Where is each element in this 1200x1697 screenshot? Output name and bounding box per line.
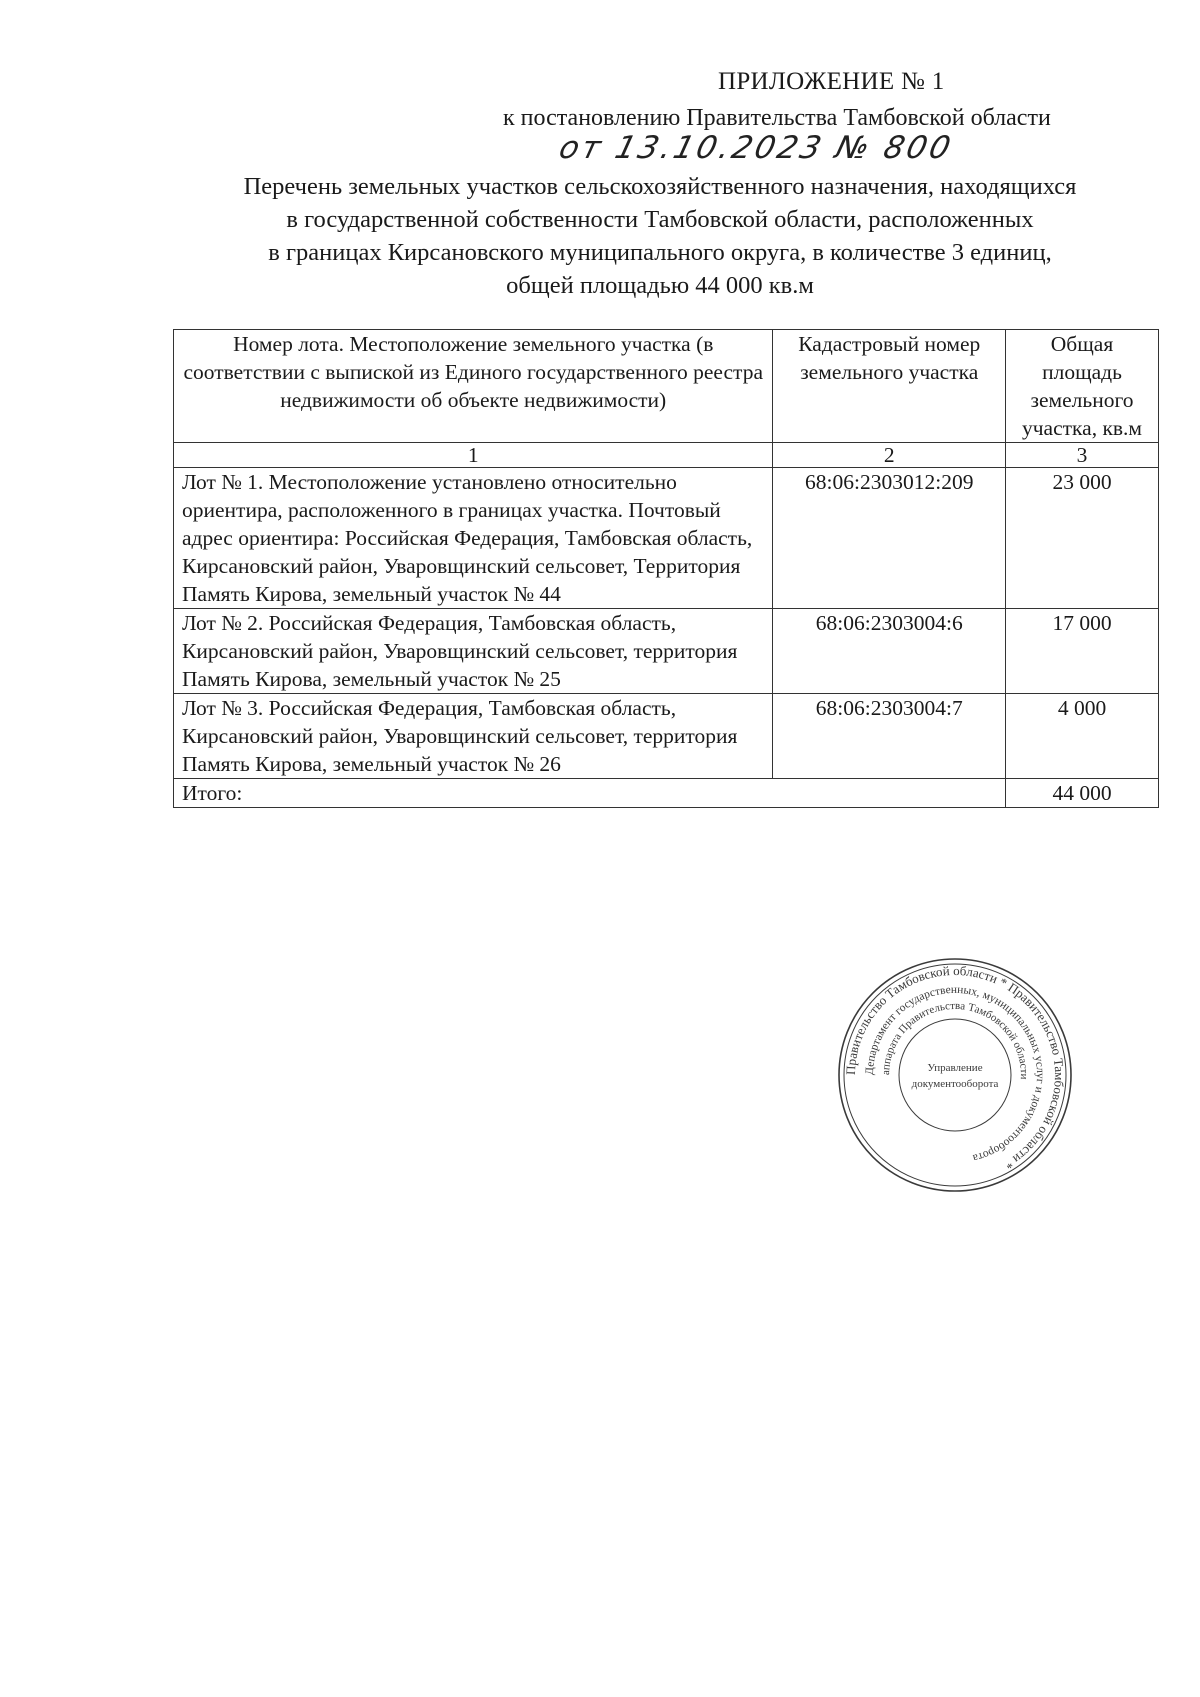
handwritten-date: от 13.10.2023 № 800 [555, 130, 957, 166]
stamp-middle-text: Департамент государственных, муниципальных услуг и документооборота [863, 983, 1047, 1164]
total-area: 44 000 [1006, 779, 1159, 808]
lot-location: Лот № 1. Местоположение установлено относительно ориентира, расположенного в границах участка. Почтовый адрес ориентира: Российская Федерация, Тамбовская область, Кирсановский район, Уваровщинский сельсовет, Территория Память Кирова, земельный участок № 44 [174, 468, 773, 609]
header-cadastral-number: Кадастровый номер земельного участка [773, 330, 1006, 443]
official-stamp [835, 955, 1075, 1195]
appendix-title: ПРИЛОЖЕНИЕ № 1 [718, 68, 945, 95]
lot-cadastral-number: 68:06:2303012:209 [773, 468, 1006, 609]
heading-line: общей площадью 44 000 кв.м [506, 272, 814, 299]
stamp-center-line1: Управление [927, 1062, 983, 1074]
stamp-center-line2: документооборота [911, 1078, 999, 1090]
header-total-area: Общая площадь земельного участка, кв.м [1006, 330, 1159, 443]
table-row [174, 694, 1159, 779]
stamp-inner-text: аппарата Правительства Тамбовской области [879, 999, 1031, 1080]
heading-line: в государственной собственности Тамбовской области, расположенных [286, 206, 1034, 233]
lot-location: Лот № 3. Российская Федерация, Тамбовская область, Кирсановский район, Уваровщинский сельсовет, территория Память Кирова, земельный участок № 26 [174, 694, 773, 779]
table-row [174, 468, 1159, 609]
document-heading [160, 170, 1160, 302]
lot-cadastral-number: 68:06:2303004:6 [773, 609, 1006, 694]
column-number: 3 [1006, 443, 1159, 468]
table-header-row [174, 330, 1159, 443]
lot-location: Лот № 2. Российская Федерация, Тамбовская область, Кирсановский район, Уваровщинский сельсовет, территория Память Кирова, земельный участок № 25 [174, 609, 773, 694]
heading-line: в границах Кирсановского муниципального округа, в количестве 3 единиц, [268, 239, 1052, 266]
total-row [174, 779, 1159, 808]
stamp-outer-text: Правительство Тамбовской области * Правительство Тамбовской области * [842, 962, 1068, 1173]
lot-area: 4 000 [1006, 694, 1159, 779]
land-plots-table [173, 329, 1159, 808]
column-number: 1 [174, 443, 773, 468]
lot-cadastral-number: 68:06:2303004:7 [773, 694, 1006, 779]
lot-area: 23 000 [1006, 468, 1159, 609]
heading-line: Перечень земельных участков сельскохозяйственного назначения, находящихся [243, 173, 1077, 200]
lot-area: 17 000 [1006, 609, 1159, 694]
table-row [174, 609, 1159, 694]
appendix-subtitle: к постановлению Правительства Тамбовской области [503, 105, 1051, 131]
column-number: 2 [773, 443, 1006, 468]
header-location: Номер лота. Местоположение земельного участка (в соответствии с выпиской из Единого государственного реестра недвижимости об объекте недвижимости) [174, 330, 773, 443]
total-label: Итого: [174, 779, 1006, 808]
column-number-row [174, 443, 1159, 468]
